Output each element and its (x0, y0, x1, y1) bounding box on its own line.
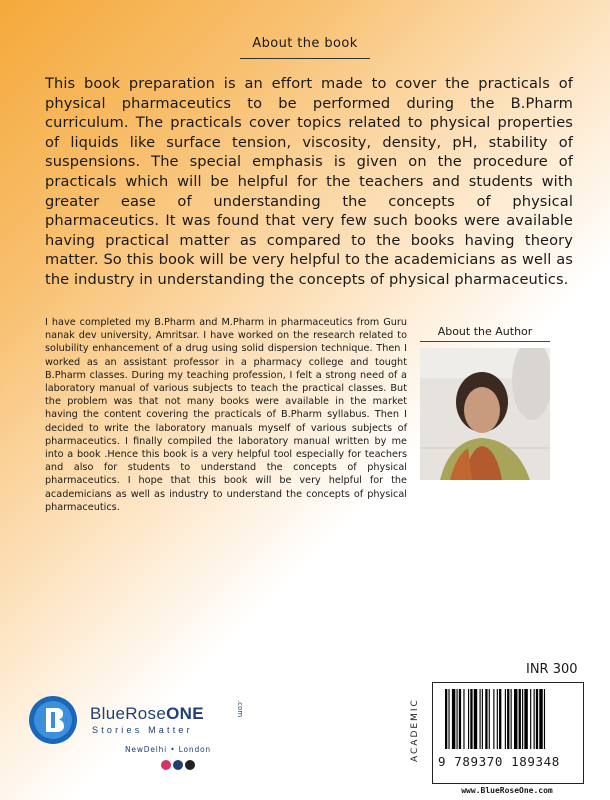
instagram-icon (161, 760, 171, 770)
book-description: This book preparation is an effort made to cover the practicals of physical pharmaceutics to be performed during the B.Pharm curriculum. The practicals cover topics related to physical properties of liquids like surface tension, viscosity, density, pH, stability of suspensions. The special emphasis is given on the procedure of practicals which will be helpful for the teachers and students with greater ease of understanding the concepts of physical pharmaceutics. It was found that very few such books were available having practical matter as compared to the books having theory matter. So this book will be very helpful to the academicians as well as the industry in understanding the concepts of physical pharmaceutics. (45, 75, 573, 288)
x-icon (185, 760, 195, 770)
about-book-title: About the book (252, 36, 358, 51)
author-heading-rule (420, 341, 550, 342)
facebook-icon (173, 760, 183, 770)
about-book-rule (240, 58, 370, 59)
publisher-website: www.BlueRoseOne.com (461, 786, 553, 795)
publisher-domain: .com (236, 700, 244, 718)
price-label: INR 300 (526, 662, 578, 677)
author-heading: About the Author (437, 325, 533, 338)
isbn-number: 9 789370 189348 (438, 754, 560, 769)
publisher-name (90, 704, 204, 724)
category-label: ACADEMIC (410, 698, 420, 762)
publisher-cities: NewDelhi • London (125, 745, 211, 754)
author-photo (420, 348, 550, 480)
social-icons (160, 756, 200, 768)
author-bio: I have completed my B.Pharm and M.Pharm in pharmaceutics from Guru nanak dev university, Amritsar. I have worked on the research related to solubility enhancement of a drug using solid dispersion technique. Then I worked as an assistant professor in a pharmacy college and tought B.Pharm classes. During my teaching profession, I felt a strong need of a laboratory manual of various subjects to teach the practical classes. But the problem was that not many books were available in the market having the content covering the practicals of B.Pharm syllabus. Then I decided to write the laboratory manuals myself of various subjects of pharmaceutics. I finally compiled the laboratory manual written by me into a book .Hence this book is a very helpful tool especially for teachers and also for students to understand the concepts of physical pharmaceutics. I hope that this book will be very helpful for the academicians as well as industry to understand the concepts of physical pharmaceutics. (45, 317, 407, 513)
publisher-tagline: Stories Matter (92, 725, 193, 735)
publisher-name-part1: BlueRose (90, 704, 167, 723)
publisher-logo-icon (28, 695, 78, 745)
publisher-name-part2: ONE (166, 704, 204, 723)
